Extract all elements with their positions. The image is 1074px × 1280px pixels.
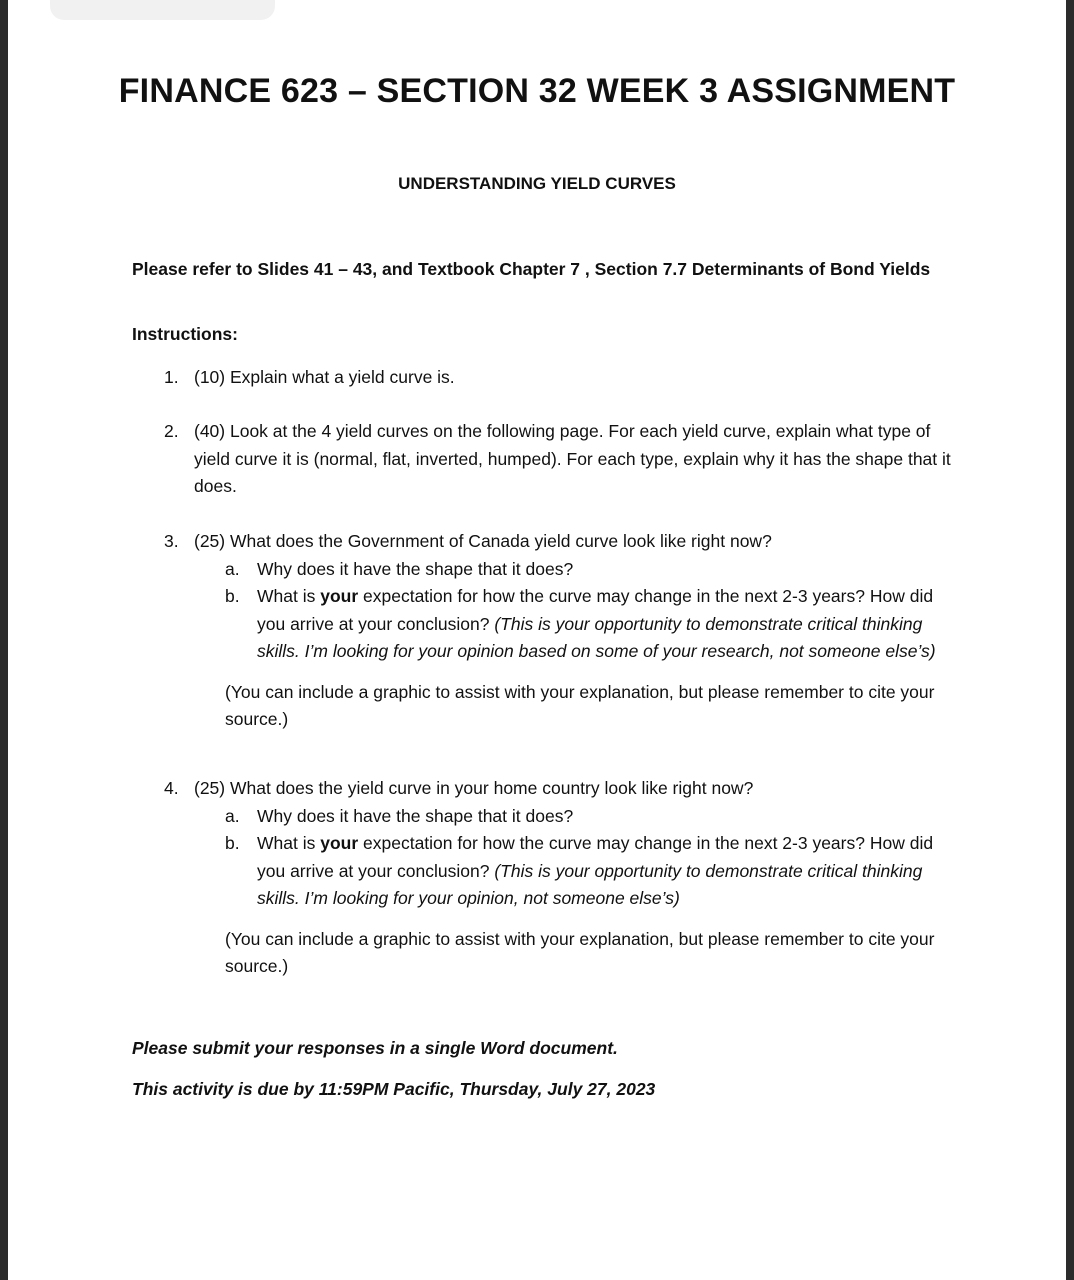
question-text: (25) What does the Government of Canada yield curve look like right now? <box>194 531 772 551</box>
sub-question-letter: b. <box>225 833 240 853</box>
question-number: 1. <box>164 367 179 387</box>
question-3 <box>164 528 954 734</box>
sub-question-text <box>257 830 954 913</box>
sub-question-b <box>225 583 954 666</box>
screen-edge-left <box>0 0 8 1280</box>
submit-instruction: Please submit your responses in a single Word document. <box>132 1038 618 1058</box>
graphic-note: (You can include a graphic to assist with your explanation, but please remember to cite your source.) <box>225 928 935 976</box>
sub-question-letter: a. <box>225 558 240 579</box>
sub-question-a <box>225 556 954 584</box>
document-page <box>8 0 1066 1280</box>
emphasis-your: your <box>320 586 359 606</box>
sub-question-post: expectation for how the curve may change in the next 2-3 years? How did you arrive at your conclusion? <box>257 586 934 634</box>
due-date: This activity is due by 11:59PM Pacific, Thursday, July 27, 2023 <box>132 1079 656 1099</box>
sub-question-italic-note: (This is your opportunity to demonstrate critical thinking skills. I’m looking for your opinion, not someone else’s) <box>257 860 923 908</box>
document-title: FINANCE 623 – SECTION 32 WEEK 3 ASSIGNMENT <box>118 72 956 110</box>
sub-question-pre: What is <box>257 833 321 853</box>
question-number: 3. <box>164 531 179 551</box>
question-text: (40) Look at the 4 yield curves on the following page. For each yield curve, explain what type of yield curve it is (normal, flat, inverted, humped). For each type, explain why it has the shape that it does. <box>194 421 951 496</box>
question-number: 2. <box>164 421 179 441</box>
question-1 <box>164 364 954 392</box>
screen-edge-right <box>1066 0 1074 1280</box>
sub-question-a <box>225 803 954 831</box>
question-text: (10) Explain what a yield curve is. <box>194 367 455 387</box>
sub-question-b <box>225 830 954 913</box>
document-subtitle: UNDERSTANDING YIELD CURVES <box>398 174 676 193</box>
sub-question-text: Why does it have the shape that it does? <box>257 558 574 579</box>
instructions-label: Instructions: <box>132 324 238 344</box>
graphic-note: (You can include a graphic to assist with your explanation, but please remember to cite your source.) <box>225 681 935 729</box>
sub-question-text <box>257 583 954 666</box>
reference-note: Please refer to Slides 41 – 43, and Textbook Chapter 7 , Section 7.7 Determinants of Bond Yields <box>132 259 931 279</box>
sub-question-post: expectation for how the curve may change in the next 2-3 years? How did you arrive at your conclusion? <box>257 833 934 881</box>
sub-question-text: Why does it have the shape that it does? <box>257 805 574 826</box>
question-2 <box>164 418 954 501</box>
sub-question-letter: b. <box>225 586 240 606</box>
question-4 <box>164 775 954 981</box>
sub-question-letter: a. <box>225 805 240 826</box>
sub-question-italic-note: (This is your opportunity to demonstrate critical thinking skills. I’m looking for your opinion based on some of your research, not someone else’s) <box>257 613 936 661</box>
question-text: (25) What does the yield curve in your home country look like right now? <box>194 778 754 798</box>
sub-question-pre: What is <box>257 586 321 606</box>
question-number: 4. <box>164 778 179 798</box>
emphasis-your: your <box>320 833 359 853</box>
